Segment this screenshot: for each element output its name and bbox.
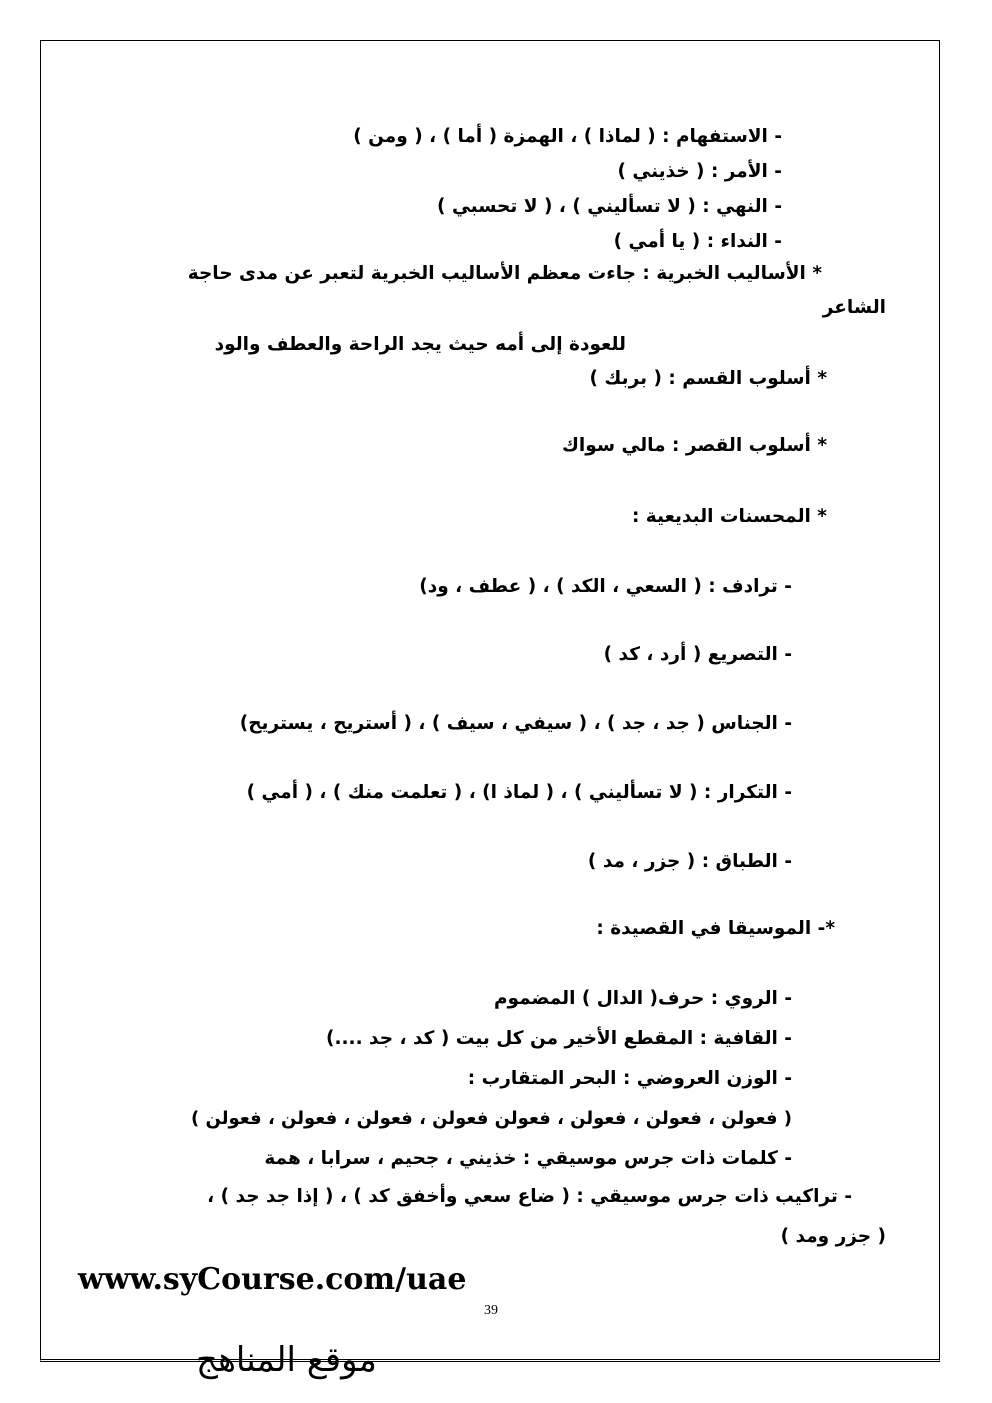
paronomasia-line: - الجناس ( جد ، جد ) ، ( سيفي ، سيف ) ، ( أستريح ، يستريح) [239,713,792,734]
meter-feet-line: ( فعولن ، فعولن ، فعولن ، فعولن فعولن ، فعولن ، فعولن ، فعولن ) [191,1108,792,1129]
declarative-styles-continuation-2: للعودة إلى أمه حيث يجد الراحة والعطف والود [214,334,626,355]
imperative-line: - الأمر : ( خذيني ) [617,161,782,182]
interrogative-line: - الاستفهام : ( لماذا ) ، الهمزة ( أما ) ، ( ومن ) [353,126,782,147]
musical-phrases-continuation: ( جزر ومد ) [780,1226,886,1247]
tasri-line: - التصريع ( أرد ، كد ) [603,644,792,665]
declarative-styles-line: * الأساليب الخبرية : جاءت معظم الأساليب الخبرية لتعبر عن مدى حاجة [187,263,822,284]
website-url: www.syCourse.com/uae [78,1262,467,1297]
page-number: 39 [484,1303,498,1318]
restriction-style-line: * أسلوب القصر : مالي سواك [561,435,827,456]
synonymy-line: - ترادف : ( السعي ، الكد ) ، ( عطف ، ود) [419,576,792,597]
site-logo-text: موقع المناهج [196,1340,377,1380]
musical-words-line: - كلمات ذات جرس موسيقي : خذيني ، جحيم ، سرابا ، همة [264,1148,792,1169]
vocative-line: - النداء : ( يا أمي ) [613,231,782,252]
repetition-line: - التكرار : ( لا تسأليني ) ، ( لماذ ا) ، ( تعلمت منك ) ، ( أمي ) [246,782,792,803]
rhyme-line: - القافية : المقطع الأخير من كل بيت ( كد ، جد ....) [326,1028,792,1049]
music-heading: *- الموسيقا في القصيدة : [596,918,835,939]
declarative-styles-continuation: الشاعر [822,297,886,318]
meter-line: - الوزن العروضي : البحر المتقارب : [467,1068,792,1089]
rhetorical-devices-heading: * المحسنات البديعية : [631,506,827,527]
prohibition-line: - النهي : ( لا تسأليني ) ، ( لا تحسبي ) [437,196,782,217]
rhyme-letter-line: - الروي : حرف( الدال ) المضموم [493,988,792,1009]
antithesis-line: - الطباق : ( جزر ، مد ) [587,851,792,872]
oath-style-line: * أسلوب القسم : ( بربك ) [589,368,827,389]
musical-phrases-line: - تراكيب ذات جرس موسيقي : ( ضاع سعي وأخفق كد ) ، ( إذا جد جد ) ، [207,1186,852,1207]
